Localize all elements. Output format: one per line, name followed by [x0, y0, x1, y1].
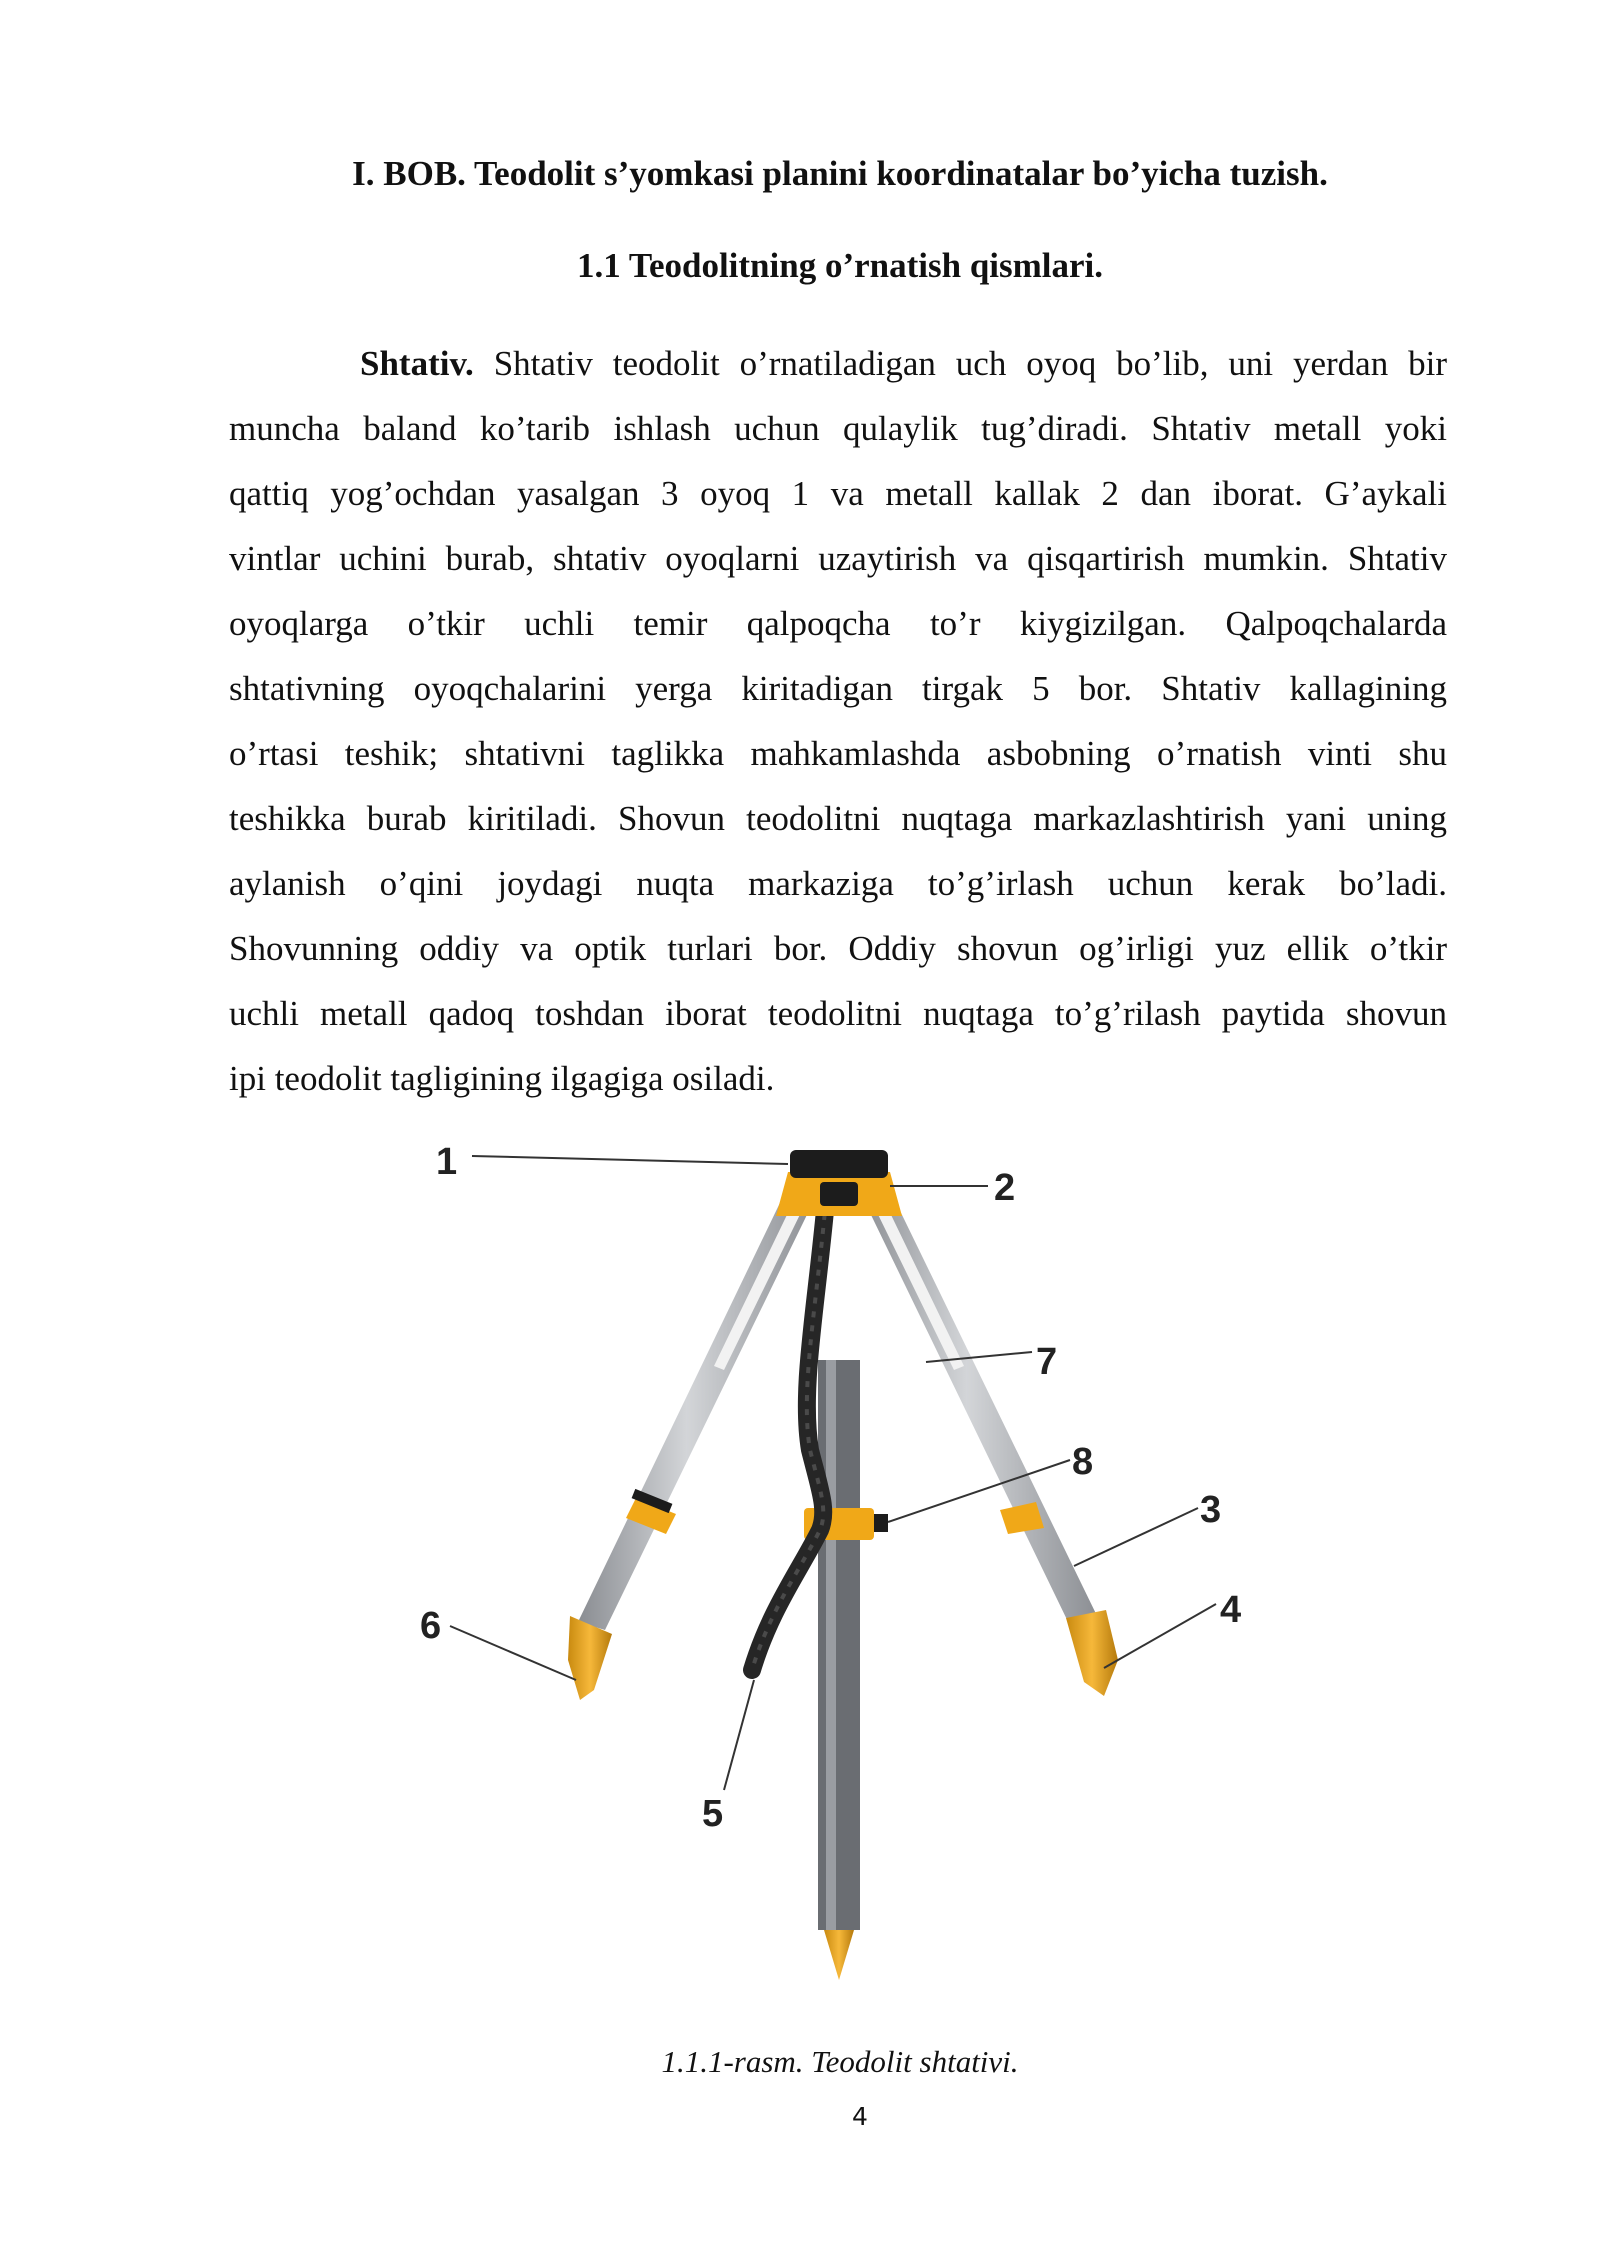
- chapter-title: I. BOB. Teodolit s’yomkasi planini koordinatalar bo’yicha tuzish.: [352, 154, 1328, 193]
- figure-label-1: 1: [436, 1141, 458, 1183]
- figure-label-5: 5: [702, 1793, 724, 1835]
- tripod-figure: [380, 1130, 1260, 2010]
- paragraph-line: uchli metall qadoq toshdan iborat teodolitni nuqtaga to’g’rilash paytida shovun: [229, 994, 1447, 1033]
- figure-label-2: 2: [994, 1167, 1016, 1209]
- paragraph-line: shtativning oyoqchalarini yerga kiritadigan tirgak 5 bor. Shtativ kallagining: [229, 669, 1447, 708]
- paragraph-line: [229, 331, 1447, 396]
- section-title: 1.1 Teodolitning o’rnatish qismlari.: [576, 246, 1104, 285]
- paragraph-line-text: Shtativ teodolit o’rnatiladigan uch oyoq bo’lib, uni yerdan bir: [473, 344, 1447, 383]
- tripod-head-plate: [790, 1150, 888, 1178]
- paragraph-line: teshikka burab kiritiladi. Shovun teodolitni nuqtaga markazlashtirish yani uning: [229, 799, 1447, 838]
- paragraph-line: oyoqlarga o’tkir uchli temir qalpoqcha to’r kiygizilgan. Qalpoqchalarda: [229, 604, 1447, 643]
- right-leg-tip: [1066, 1610, 1118, 1696]
- tripod-head: [776, 1150, 902, 1216]
- figure-label-7: 7: [1036, 1341, 1058, 1383]
- figure-caption: 1.1.1-rasm. Teodolit shtativi.: [661, 2044, 1019, 2079]
- right-leg: [858, 1182, 1118, 1696]
- page-number: 4: [852, 2102, 868, 2131]
- paragraph-line: Shovunning oddiy va optik turlari bor. Oddiy shovun og’irligi yuz ellik o’tkir: [229, 929, 1447, 968]
- paragraph-term: Shtativ.: [360, 344, 474, 383]
- left-leg: [568, 1182, 820, 1700]
- paragraph-line: o’rtasi teshik; shtativni taglikka mahkamlashda asbobning o’rnatish vinti shu: [229, 734, 1447, 773]
- figure-label-4: 4: [1220, 1589, 1242, 1631]
- paragraph-line: qattiq yog’ochdan yasalgan 3 oyoq 1 va metall kallak 2 dan iborat. G’aykali: [229, 474, 1447, 513]
- figure-label-6: 6: [420, 1605, 442, 1647]
- center-rod: [818, 1360, 860, 1980]
- center-rod-tip: [824, 1930, 854, 1980]
- paragraph-line: aylanish o’qini joydagi nuqta markaziga to’g’irlash uchun kerak bo’ladi.: [229, 864, 1447, 903]
- figure-label-3: 3: [1200, 1489, 1222, 1531]
- body-paragraph: [229, 331, 1447, 1111]
- tripod-illustration: [380, 1130, 1260, 2010]
- figure-label-8: 8: [1072, 1441, 1094, 1483]
- paragraph-line: muncha baland ko’tarib ishlash uchun qulaylik tug’diradi. Shtativ metall yoki: [229, 409, 1447, 448]
- paragraph-line: ipi teodolit tagligining ilgagiga osiladi.: [229, 1059, 775, 1098]
- paragraph-line: vintlar uchini burab, shtativ oyoqlarni uzaytirish va qisqartirish mumkin. Shtativ: [229, 539, 1447, 578]
